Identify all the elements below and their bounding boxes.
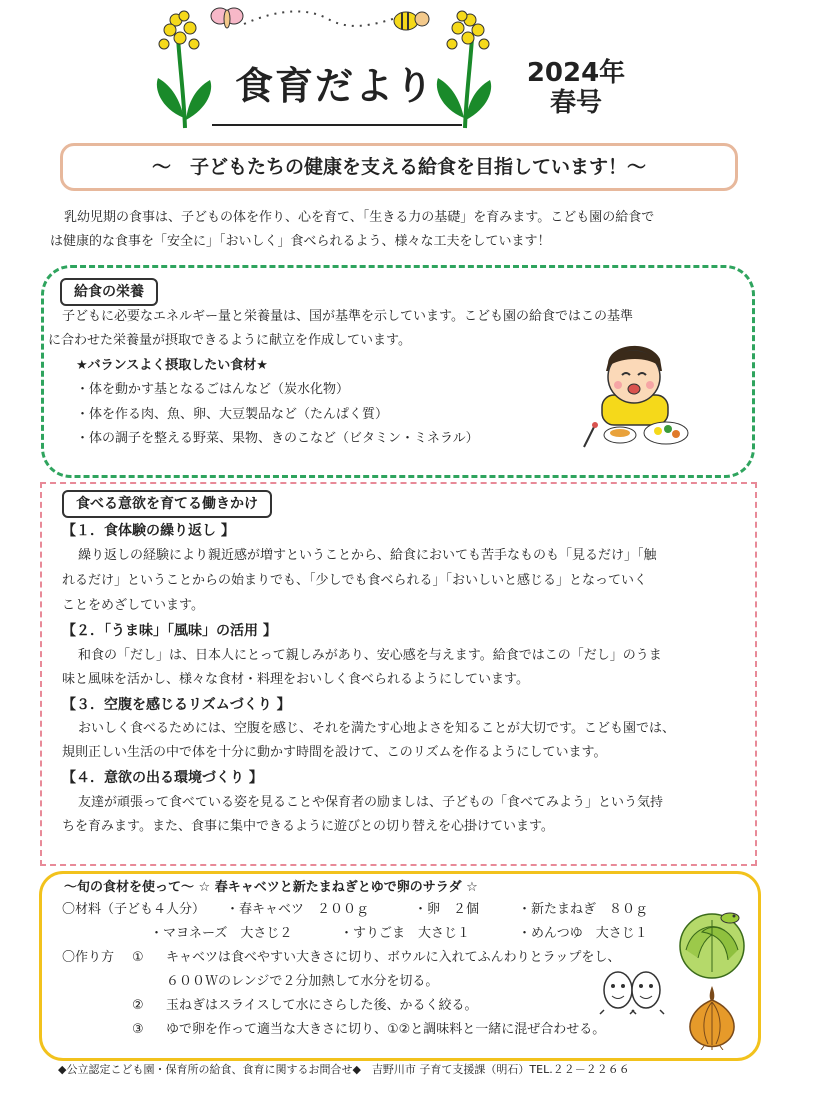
recipe-title: ～旬の食材を使って～ ☆ 春キャベツと新たまねぎとゆで卵のサラダ ☆ [64,880,478,895]
motivation-heading: 食べる意欲を育てる働きかけ [62,490,272,518]
eggs-illustration [596,966,670,1016]
recipe-method-label: 〇作り方 [62,950,115,965]
child-eating-illustration [580,335,698,453]
motivation-s1-line-3: ことをめざしています。 [62,598,204,613]
nutrition-line-2: に合わせた栄養量が摂取できるように献立を作成しています。 [48,333,411,348]
ingredient-mentsuyu: ・めんつゆ 大さじ１ [518,926,648,941]
issue-season: 春号 [549,88,602,118]
intro-line-1: 乳幼児期の食事は、子どもの体を作り、心を育て、「生きる力の基礎」を育みます。こども園の給食で [64,210,655,225]
motivation-s2-line-1: 和食の「だし」は、日本人にとって親しみがあり、安心感を与えます。給食ではこの「だし」のうま [78,648,662,663]
recipe-step-1-line-2: ６００Ｗのレンジで２分加熱して水分を切る。 [166,974,439,989]
motivation-s3-line-2: 規則正しい生活の中で体を十分に動かす時間を設けて、このリズムを作るようにしています。 [62,745,607,760]
nutrition-heading: 給食の栄養 [60,278,158,306]
motivation-s1-line-1: 繰り返しの経験により親近感が増すということから、給食においても苦手なものも「見るだけ」「触 [78,548,657,563]
ingredient-egg: ・卵 ２個 [414,902,480,917]
recipe-step-3-number: ③ [132,1022,144,1037]
recipe-ingredients-label: 〇材料（子ども４人分） [62,902,206,917]
nutrition-line-1: 子どもに必要なエネルギー量と栄養量は、国が基準を示しています。こども園の給食ではこの基準 [62,309,633,324]
recipe-step-3: ゆで卵を作って適当な大きさに切り、①②と調味料と一緒に混ぜ合わせる。 [166,1022,606,1037]
nutrition-subheading: ★バランスよく摂取したい食材★ [76,358,268,373]
motivation-s3-line-1: おいしく食べるためには、空腹を感じ、それを満たす心地よさを知ることが大切です。こども園では、 [78,721,675,736]
motivation-s2-title: 【２．「うま味」「風味」の活用 】 [62,623,277,639]
ingredient-mayonnaise: ・マヨネーズ 大さじ２ [150,926,293,941]
onion-illustration [682,982,742,1050]
footer-contact: ◆公立認定こども園・保育所の給食、食育に関するお問合せ◆ 吉野川市 子育て支援課（明石）TEL.２２－２２６６ [58,1063,630,1076]
intro-line-2: は健康的な食事を「安全に」「おいしく」食べられるよう、様々な工夫をしています！ [50,234,551,249]
motivation-s1-line-2: れるだけ」ということからの始まりでも、「少しでも食べられる」「おいしいと感じる」となっていく [62,573,648,588]
slogan-text: ～ 子どもたちの健康を支える給食を目指しています！～ [151,156,646,178]
recipe-step-1-line-1: キャベツは食べやすい大きさに切り、ボウルに入れてふんわりとラップをし、 [166,950,621,965]
motivation-s4-line-1: 友達が頑張って食べている姿を見ることや保育者の励ましは、子どもの「食べてみよう」という気持 [78,795,664,810]
motivation-s3-title: 【３．空腹を感じるリズムづくり 】 [62,697,291,713]
nutrition-item-3: ・体の調子を整える野菜、果物、きのこなど（ビタミン・ミネラル） [76,431,479,446]
newsletter-title: 食育だより [235,64,436,108]
motivation-s4-line-2: ちを育みます。また、食事に集中できるように遊びとの切り替えを心掛けています。 [62,819,554,834]
rapeseed-flower-right-icon [430,8,500,130]
recipe-step-2: 玉ねぎはスライスして水にさらした後、かるく絞る。 [166,998,478,1013]
motivation-s1-title: 【１．食体験の繰り返し 】 [62,523,235,539]
motivation-s2-line-2: 味と風味を活かし、様々な食材・料理をおいしく食べられるようにしています。 [62,672,529,687]
motivation-s4-title: 【４．意欲の出る環境づくり 】 [62,770,263,786]
slogan-banner [60,143,738,191]
ingredient-onion: ・新たまねぎ ８０ｇ [518,902,649,917]
ingredient-sesame: ・すりごま 大さじ１ [340,926,471,941]
nutrition-item-1: ・体を動かす基となるごはんなど（炭水化物） [76,382,350,397]
dotted-flight-path [240,8,400,30]
header [0,0,819,135]
recipe-step-2-number: ② [132,998,144,1013]
recipe-step-1-number: ① [132,950,144,965]
butterfly-icon [210,4,244,32]
cabbage-illustration [672,906,752,980]
nutrition-item-2: ・体を作る肉、魚、卵、大豆製品など（たんぱく質） [76,407,389,422]
ingredient-cabbage: ・春キャベツ ２００ｇ [226,902,370,917]
issue-year: 2024年 [526,58,626,88]
title-underline [212,124,462,126]
